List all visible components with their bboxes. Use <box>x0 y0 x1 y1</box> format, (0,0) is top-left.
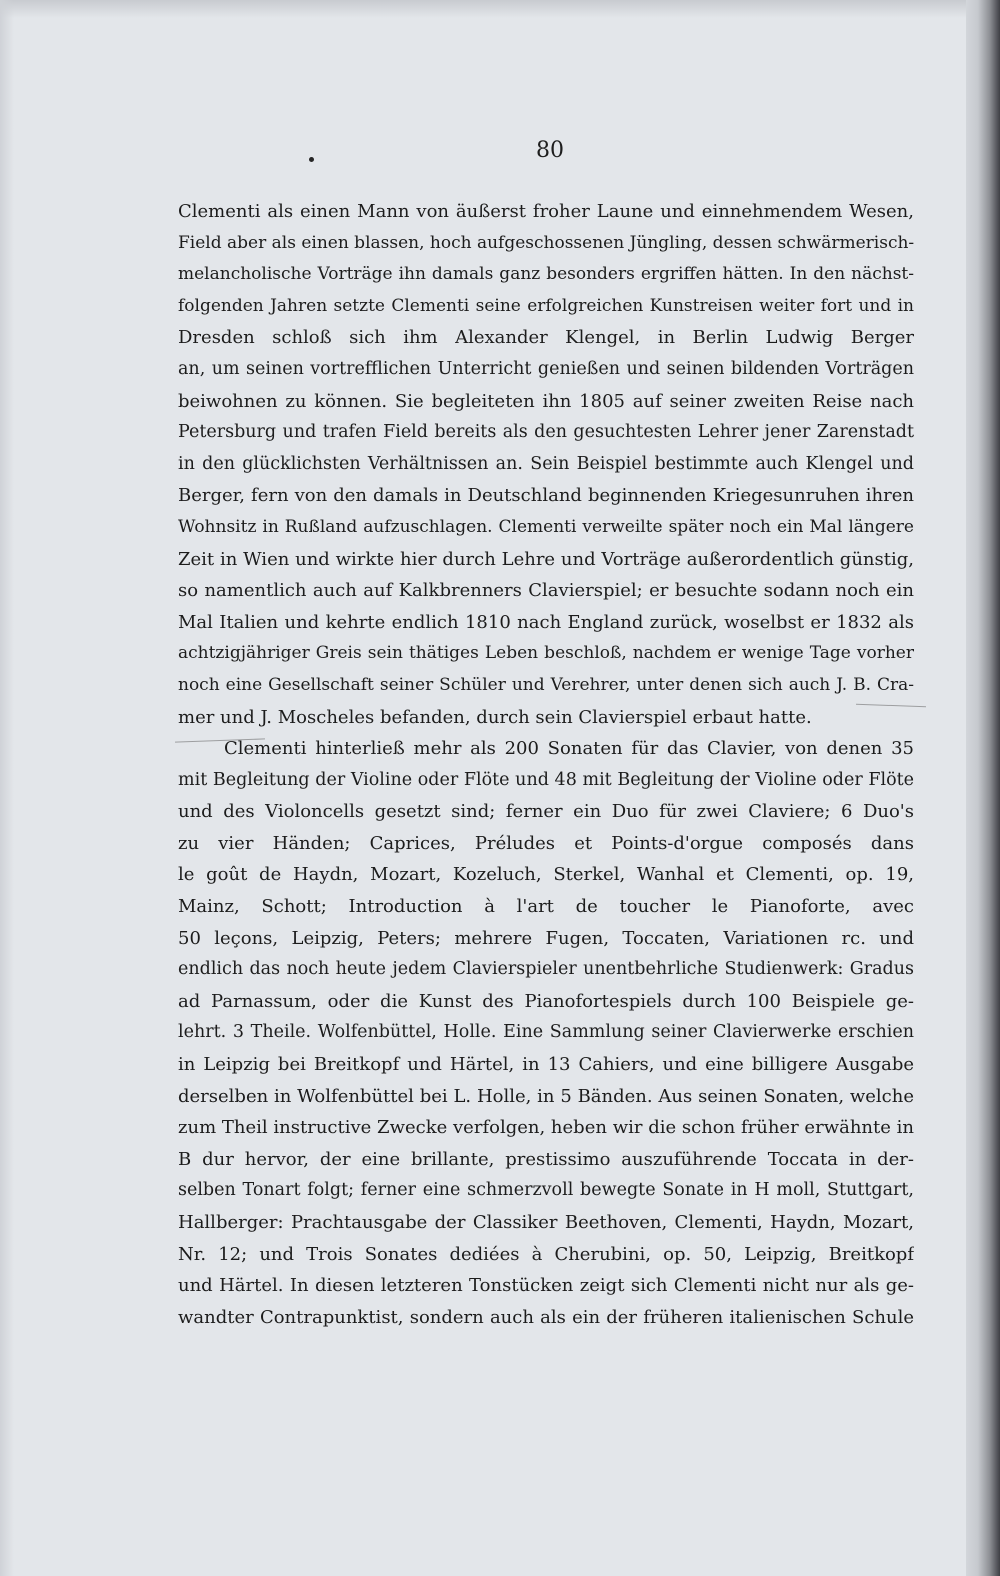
text-line: zum Theil instructive Zwecke verfolgen, heben wir die schon früher erwähnte in <box>178 1117 914 1139</box>
text-line-paragraph-end: mer und J. Moscheles befanden, durch sein Clavierspiel erbaut hatte. <box>178 706 812 728</box>
text-line: endlich das noch heute jedem Clavierspieler unentbehrliche Studienwerk: Gradus <box>178 959 914 980</box>
text-line: folgenden Jahren setzte Clementi seine erfolgreichen Kunstreisen weiter fort und in <box>178 295 914 316</box>
text-line: Zeit in Wien und wirkte hier durch Lehre und Vorträge außerordentlich günstig, <box>178 548 914 570</box>
text-line: Mal Italien und kehrte endlich 1810 nach England zurück, woselbst er 1832 als <box>178 611 914 633</box>
text-line: selben Tonart folgt; ferner eine schmerzvoll bewegte Sonate in H moll, Stuttgart, <box>178 1180 914 1201</box>
text-line: und des Violoncells gesetzt sind; ferner ein Duo für zwei Claviere; 6 Duo's <box>178 801 914 823</box>
text-line: noch eine Gesellschaft seiner Schüler und Verehrer, unter denen sich auch J. B. Cra- <box>178 674 914 695</box>
page-number: 80 <box>536 138 564 163</box>
text-line: an, um seinen vortrefflichen Unterricht genießen und seinen bildenden Vorträgen <box>178 358 914 379</box>
page-left-shadow <box>0 0 14 1576</box>
text-line-paragraph-start: Clementi hinterließ mehr als 200 Sonaten für das Clavier, von denen 35 <box>224 738 914 760</box>
book-binding-edge <box>966 0 1000 1576</box>
text-line: und Härtel. In diesen letzteren Tonstücken zeigt sich Clementi nicht nur als ge- <box>178 1275 914 1297</box>
text-line: mit Begleitung der Violine oder Flöte und 48 mit Begleitung der Violine oder Flöte <box>178 769 914 790</box>
text-line: zu vier Händen; Caprices, Préludes et Points-d'orgue composés dans <box>178 832 914 854</box>
text-line: Clementi als einen Mann von äußerst froher Laune und einnehmendem Wesen, <box>178 201 914 222</box>
text-line: B dur hervor, der eine brillante, prestissimo auszuführende Toccata in der- <box>178 1148 914 1170</box>
text-line: achtzigjähriger Greis sein thätiges Leben beschloß, nachdem er wenige Tage vorher <box>178 643 914 664</box>
text-line: beiwohnen zu können. Sie begleiteten ihn 1805 auf seiner zweiten Reise nach <box>178 390 914 412</box>
text-line: Berger, fern von den damals in Deutschland beginnenden Kriegesunruhen ihren <box>178 485 914 507</box>
text-line: so namentlich auch auf Kalkbrenners Clavierspiel; er besuchte sodann noch ein <box>178 580 914 602</box>
text-line: Mainz, Schott; Introduction à l'art de toucher le Pianoforte, avec <box>178 896 914 918</box>
text-line: derselben in Wolfenbüttel bei L. Holle, in 5 Bänden. Aus seinen Sonaten, welche <box>178 1085 914 1107</box>
text-line: Nr. 12; und Trois Sonates dediées à Cherubini, op. 50, Leipzig, Breitkopf <box>178 1243 914 1265</box>
text-line: Wohnsitz in Rußland aufzuschlagen. Clementi verweilte später noch ein Mal längere <box>178 516 914 537</box>
text-line: Field aber als einen blassen, hoch aufgeschossenen Jüngling, dessen schwärmerisch- <box>178 232 914 253</box>
text-line: ad Parnassum, oder die Kunst des Pianofortespiels durch 100 Beispiele ge- <box>178 990 914 1012</box>
page-top-shadow <box>0 0 1000 18</box>
text-line: lehrt. 3 Theile. Wolfenbüttel, Holle. Eine Sammlung seiner Clavierwerke erschien <box>178 1022 914 1043</box>
text-line: melancholische Vorträge ihn damals ganz besonders ergriffen hätten. In den nächst- <box>178 264 914 285</box>
text-line: in Leipzig bei Breitkopf und Härtel, in 13 Cahiers, und eine billigere Ausgabe <box>178 1054 914 1076</box>
text-line: 50 leçons, Leipzig, Peters; mehrere Fugen, Toccaten, Variationen rc. und <box>178 927 914 949</box>
text-line: wandter Contrapunktist, sondern auch als ein der früheren italienischen Schule <box>178 1306 914 1328</box>
text-line: Dresden schloß sich ihm Alexander Klengel, in Berlin Ludwig Berger <box>178 327 914 349</box>
body-text <box>178 196 914 1333</box>
text-line: Petersburg und trafen Field bereits als den gesuchtesten Lehrer jener Zarenstadt <box>178 422 914 443</box>
text-line: Hallberger: Prachtausgabe der Classiker Beethoven, Clementi, Haydn, Mozart, <box>178 1212 914 1233</box>
text-line: in den glücklichsten Verhältnissen an. Sein Beispiel bestimmte auch Klengel und <box>178 453 914 474</box>
text-line: le goût de Haydn, Mozart, Kozeluch, Sterkel, Wanhal et Clementi, op. 19, <box>178 864 914 886</box>
